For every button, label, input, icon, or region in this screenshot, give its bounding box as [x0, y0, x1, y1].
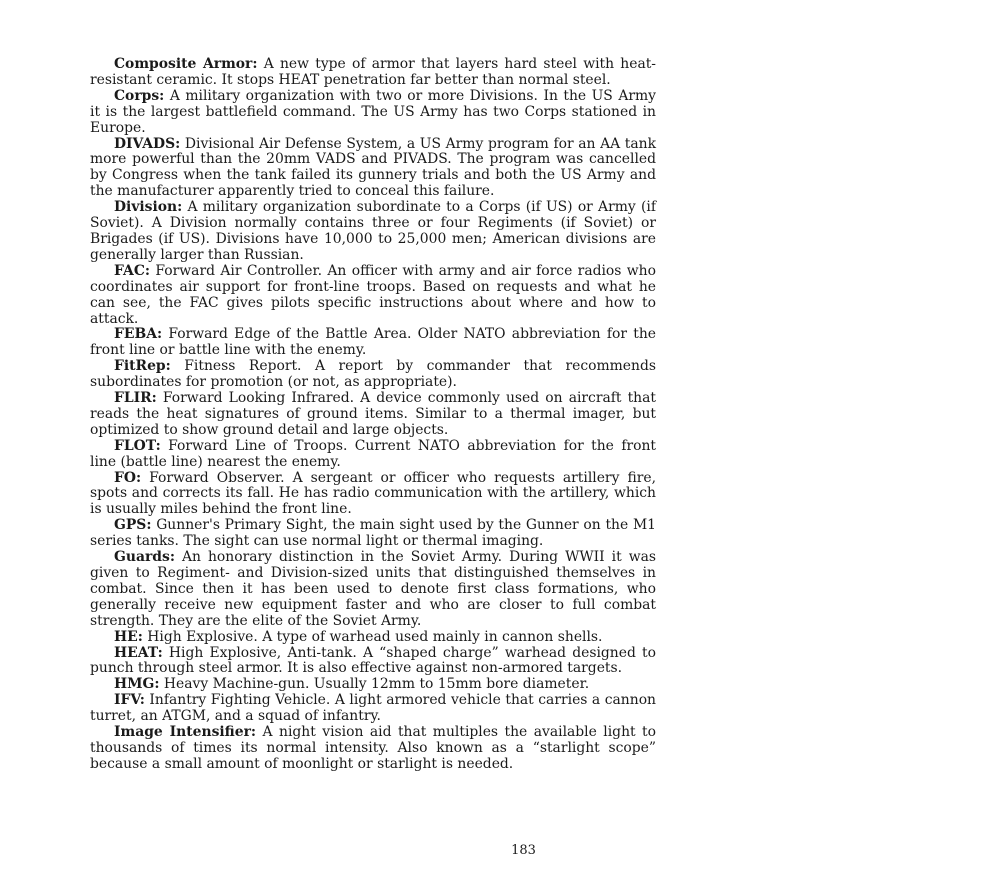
glossary-term: DIVADS: — [114, 135, 181, 152]
glossary-term: FLIR: — [114, 390, 157, 407]
glossary-entry — [90, 693, 656, 725]
glossary-entry — [90, 359, 656, 391]
glossary-entry — [90, 677, 656, 693]
glossary-term: FLOT: — [114, 437, 161, 454]
glossary-term: FO: — [114, 469, 142, 486]
glossary-entry — [90, 550, 656, 630]
glossary-definition: Infantry Fighting Vehicle. A light armored vehicle that carries a cannon turret, an ATGM, and a squad of infantry. — [90, 692, 656, 725]
glossary-term: HEAT: — [114, 644, 163, 661]
glossary-entry — [90, 518, 656, 550]
glossary-term: GPS: — [114, 517, 152, 534]
glossary-definition: A night vision aid that multiples the available light to thousands of times its normal intensity. Also known as a “starlight scope” because a small amount of moonlight or starlight is needed. — [90, 724, 657, 772]
glossary-entry — [90, 471, 656, 519]
glossary-term: FitRep: — [114, 358, 171, 375]
glossary-term: Division: — [114, 199, 183, 216]
glossary-definition: High Explosive, Anti-tank. A “shaped charge” warhead designed to punch through steel armor. It is also effective against non-armored targets. — [90, 644, 656, 677]
glossary-term: Image Intensifier: — [114, 724, 257, 741]
glossary-definition: A new type of armor that layers hard steel with heat-resistant ceramic. It stops HEAT penetration far better than normal steel. — [90, 56, 657, 88]
page-number: 183 — [511, 843, 536, 858]
glossary-definition: High Explosive. A type of warhead used mainly in cannon shells. — [147, 628, 603, 645]
glossary-term: HMG: — [114, 676, 160, 693]
glossary-definition: A military organization subordinate to a Corps (if US) or Army (if Soviet). A Division normally contains three or four Regiments (if Soviet) or Brigades (if US). Divisions have 10,000 to 25,000 men; American divisions are generally larger than Russian. — [90, 199, 656, 263]
glossary-definition: Gunner's Primary Sight, the main sight used by the Gunner on the M1 series tanks. The sight can use normal light or thermal imaging. — [90, 517, 656, 550]
glossary-definition: Heavy Machine-gun. Usually 12mm to 15mm bore diameter. — [163, 676, 590, 693]
glossary-entry — [90, 57, 656, 89]
glossary-entry — [90, 200, 656, 264]
glossary-term: Composite Armor: — [114, 56, 258, 72]
glossary-entry — [90, 327, 656, 359]
glossary-term: FAC: — [114, 262, 151, 279]
glossary-entry — [90, 646, 656, 678]
glossary-term: Guards: — [114, 549, 175, 566]
glossary-term: FEBA: — [114, 326, 163, 343]
glossary-entry — [90, 630, 656, 646]
glossary-definition: Divisional Air Defense System, a US Army program for an AA tank more powerful than the 20mm VADS and PIVADS. The program was cancelled by Congress when the tank failed its gunnery trials and both the US Army and the manufacturer apparently tried to conceal this failure. — [90, 135, 656, 200]
glossary-definition: Forward Line of Troops. Current NATO abbreviation for the front line (battle line) nearest the enemy. — [90, 437, 656, 470]
glossary-term: HE: — [114, 628, 143, 645]
glossary-definition: Forward Observer. A sergeant or officer who requests artillery fire, spots and corrects its fall. He has radio communication with the artillery, which is usually miles behind the front line. — [90, 469, 656, 518]
glossary-definition: Fitness Report. A report by commander that recommends subordinates for promotion (or not, as appropriate). — [90, 358, 656, 391]
glossary-entry — [90, 391, 656, 439]
glossary-entry — [90, 439, 656, 471]
glossary-definition: Forward Air Controller. An officer with army and air force radios who coordinates air support for front-line troops. Based on requests and what he can see, the FAC gives pilots specific instructions about where and how to attack. — [90, 262, 656, 327]
glossary-definition: An honorary distinction in the Soviet Army. During WWII it was given to Regiment- and Division-sized units that distinguished themselves in combat. Since then it has been used to denote first class formations, who generally receive new equipment faster and who are closer to full combat strength. They are the elite of the Soviet Army. — [90, 549, 656, 629]
glossary-entry — [90, 137, 656, 201]
glossary-definition: Forward Looking Infrared. A device commonly used on aircraft that reads the heat signatures of ground items. Similar to a thermal imager, but optimized to show ground detail and large objects. — [90, 390, 656, 438]
glossary-entry — [90, 725, 656, 773]
glossary-definition: Forward Edge of the Battle Area. Older NATO abbreviation for the front line or battle line with the enemy. — [90, 326, 656, 359]
glossary-entry — [90, 89, 656, 137]
glossary-term: IFV: — [114, 692, 145, 709]
glossary-list — [90, 57, 656, 773]
glossary-definition: A military organization with two or more Divisions. In the US Army it is the largest battlefield command. The US Army has two Corps stationed in Europe. — [90, 87, 657, 136]
glossary-entry — [90, 264, 656, 328]
glossary-term: Corps: — [114, 87, 165, 104]
